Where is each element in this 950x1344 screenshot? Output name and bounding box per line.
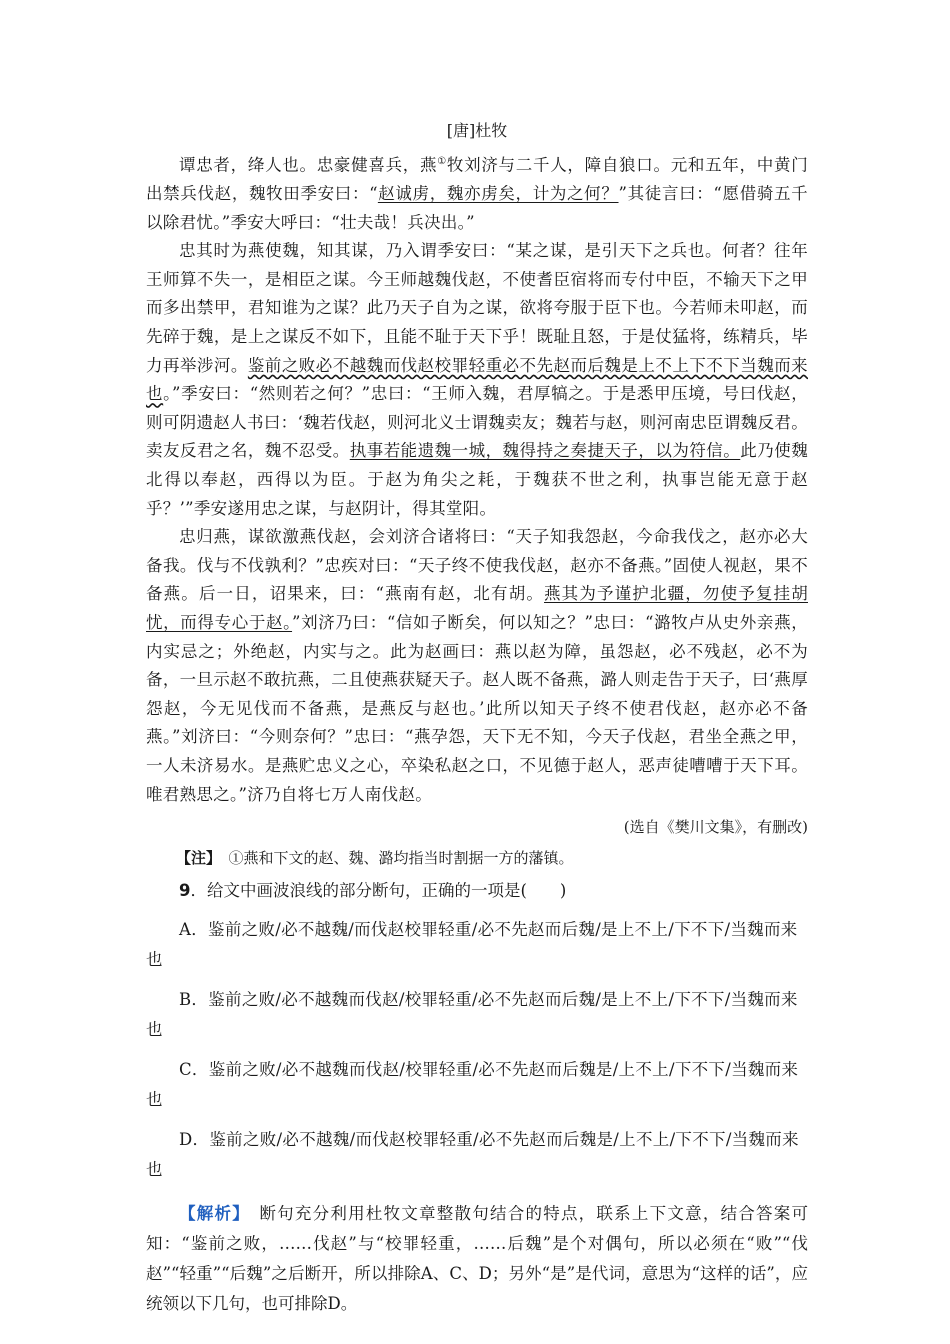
underlined-sentence-2: 执事若能遗魏一城，魏得持之奏捷天子，以为符信。 bbox=[349, 441, 741, 461]
text-span: 此乃使魏北得以奉赵，西得以为臣。于赵为角尖之耗，于魏获不世之利，执事岂能无意于赵乎？’”季安遂用忠之谋，与赵阴计，得其堂阳。 bbox=[146, 441, 809, 518]
question-9 bbox=[146, 877, 808, 905]
note-tag: 【注】 bbox=[176, 849, 214, 868]
text-span: 牧刘济与二千人，障自狼口。元和五年，中黄门出禁兵伐赵，魏牧田季安曰：“ bbox=[146, 155, 808, 204]
source-citation: (选自《樊川文集》，有删改) bbox=[623, 818, 808, 837]
text-span: 谭忠者，绛人也。忠豪健喜兵，燕 bbox=[179, 155, 438, 175]
options-list bbox=[146, 915, 808, 1185]
question-number: 9 bbox=[179, 881, 191, 901]
underlined-sentence-1: 赵诚虏，魏亦虏矣，计为之何？ bbox=[377, 184, 619, 204]
option-d-wrap: 也 bbox=[146, 1160, 163, 1180]
text-span: ”其徒言曰：“愿借骑五千以除君忧。”季安大呼曰：“壮夫哉！兵决出。” bbox=[146, 184, 808, 232]
document-page bbox=[146, 118, 808, 1319]
text-span: 忠归燕，谋欲激燕伐赵，会刘济合诸将曰：“天子知我怨赵，今命我伐之，赵亦必大备我。伐与不伐孰利？”忠疾对曰：“天子终不使我伐赵，赵亦不备燕。”固使人视赵，果不备燕。后一日，诏果来，曰：“燕南有赵，北有胡。 bbox=[146, 527, 808, 604]
passage-paragraph-1 bbox=[146, 148, 808, 237]
option-b: B．鉴前之败/必不越魏而伐赵/校罪轻重/必不先赵而后魏/是上不上/下不下/当魏而来 bbox=[179, 990, 798, 1010]
option-c: C．鉴前之败/必不越魏而伐赵/校罪轻重/必不先赵而后魏是/上不上/下不下/当魏而来 bbox=[179, 1060, 799, 1080]
analysis bbox=[146, 1199, 808, 1319]
option-a: A．鉴前之败/必不越魏/而伐赵校罪轻重/必不先赵而后魏/是上不上/下不下/当魏而来 bbox=[179, 920, 798, 940]
option-a-wrap: 也 bbox=[146, 950, 163, 970]
author-line: [唐]杜牧 bbox=[446, 121, 508, 140]
note-text: ①燕和下文的赵、魏、潞均指当时割据一方的藩镇。 bbox=[228, 849, 574, 868]
option-c-wrap: 也 bbox=[146, 1090, 163, 1110]
option-d: D．鉴前之败/必不越魏/而伐赵校罪轻重/必不先赵而后魏是/上不上/下不下/当魏而来 bbox=[179, 1130, 799, 1150]
wavy-underlined-sentence: 鉴前之败必不越魏而伐赵校罪轻重必不先赵而后魏是上不上下不下当魏而来也 bbox=[146, 355, 808, 404]
footnote bbox=[146, 843, 808, 873]
question-text: ．给文中画波浪线的部分断句，正确的一项是( ) bbox=[190, 881, 567, 901]
footnote-marker: ① bbox=[437, 156, 447, 167]
underlined-sentence-3: 燕其为予谨护北疆，勿使予复挂胡忧，而得专心于赵。 bbox=[146, 584, 808, 632]
text-span: 忠其时为燕使魏，知其谋，乃入谓季安曰：“某之谋，是引天下之兵也。何者？往年王师算不失一，是相臣之谋。今王师越魏伐赵，不使耆臣宿将而专付中臣，不输天下之甲而多出禁甲，君知谁为之谋？此乃天子自为之谋，欲将夸服于臣下也。今若师未叩赵，而先碎于魏，是上之谋反不如下，且能不耻于天下乎！既耻且怒，于是仗猛将，练精兵，毕力再举涉河。 bbox=[146, 241, 808, 375]
text-span: 。”季安曰：“然则若之何？”忠曰：“王师入魏，君厚犒之。于是悉甲压境，号曰伐赵，则可阴遗赵人书曰：‘魏若伐赵，则河北义士谓魏卖友；魏若与赵，则河南忠臣谓魏反君。卖友反君之名，魏不忍受。 bbox=[146, 384, 808, 461]
text-span: ”刘济乃曰：“信如子断矣，何以知之？”忠曰：“潞牧卢从史外亲燕，内实忌之；外绝赵，内实与之。此为赵画曰：燕以赵为障，虽怨赵，必不残赵，必不为备，一旦示赵不敢抗燕，二且使燕获疑天子。赵人既不备燕，潞人则走告于天子，曰‘燕厚怨赵，今无见伐而不备燕，是燕反与赵也。’此所以知天子终不使君伐赵，赵亦必不备燕。”刘济曰：“今则奈何？”忠曰：“燕孕怨，天下无不知，今天子伐赵，君坐全燕之甲，一人未济易水。是燕贮忠义之心，卒染私赵之口，不见德于赵人，恶声徒嘈嘈于天下耳。唯君熟思之。”济乃自将七万人南伐赵。 bbox=[146, 613, 809, 804]
option-b-wrap: 也 bbox=[146, 1020, 163, 1040]
analysis-text: 断句充分利用杜牧文章整散句结合的特点，联系上下文意，结合答案可知：“鉴前之败，……伐赵”与“校罪轻重，……后魏”是个对偶句，所以必须在“败”“伐赵”“轻重”“后魏”之后断开，所以排除A、C、D；另外“是”是代词，意思为“这样的话”，应统领以下几句，也可排除D。 bbox=[146, 1204, 809, 1314]
analysis-tag: 【解析】 bbox=[179, 1204, 242, 1224]
passage-paragraph-2 bbox=[146, 237, 808, 523]
passage-paragraph-3 bbox=[146, 523, 808, 809]
